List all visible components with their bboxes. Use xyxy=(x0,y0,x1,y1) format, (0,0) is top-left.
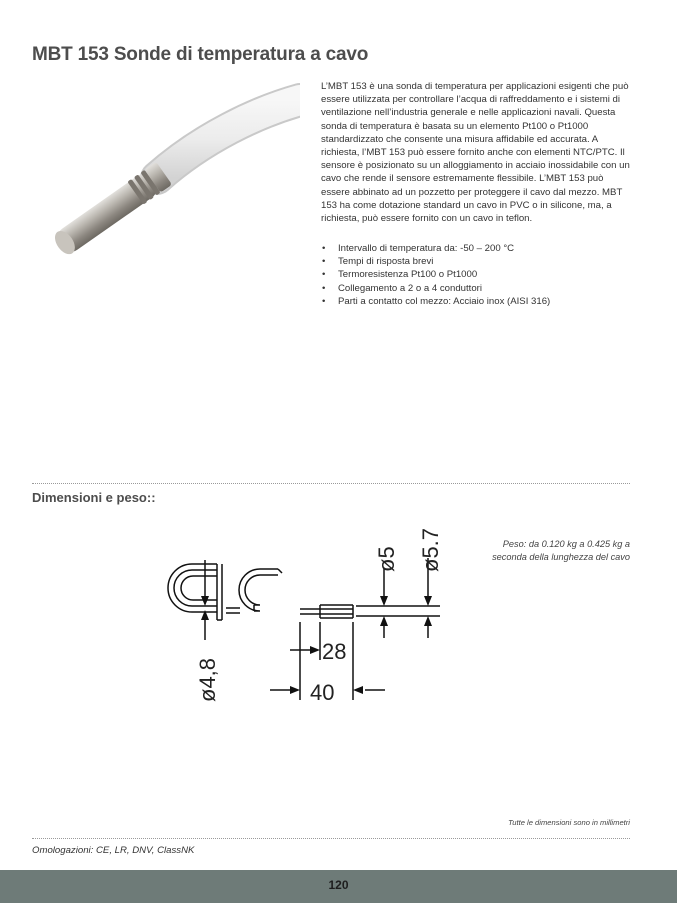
list-item xyxy=(321,255,641,268)
product-photo xyxy=(32,80,300,280)
list-item xyxy=(321,242,641,255)
dimension-len-40: 40 xyxy=(310,680,335,705)
list-item xyxy=(321,268,641,281)
dimension-len-28: 28 xyxy=(322,639,347,664)
technical-drawing xyxy=(160,510,460,710)
feature-list xyxy=(321,242,641,308)
approvals: Omologazioni: CE, LR, DNV, ClassNK xyxy=(32,845,195,856)
feature-text: Collegamento a 2 o a 4 conduttori xyxy=(338,282,482,294)
feature-text: Intervallo di temperatura da: -50 – 200 °C xyxy=(338,243,515,254)
dimensions-note: Tutte le dimensioni sono in millimetri xyxy=(508,818,630,827)
page-title: MBT 153 Sonde di temperatura a cavo xyxy=(32,44,369,65)
bullet: • xyxy=(322,256,326,268)
footer-divider xyxy=(32,838,630,839)
section-divider xyxy=(32,483,630,484)
dimension-dia-5-7: ø5.7 xyxy=(418,527,443,572)
bullet: • xyxy=(322,295,326,307)
list-item xyxy=(321,282,641,295)
list-item xyxy=(321,295,641,308)
feature-text: Parti a contatto col mezzo: Acciaio inox (AISI 316) xyxy=(338,295,551,307)
dimension-dia-4-8: ø4,8 xyxy=(195,657,220,702)
bullet: • xyxy=(322,282,326,294)
dimension-dia-5: ø5 xyxy=(374,546,399,572)
page-number: 120 xyxy=(328,878,349,892)
product-description: L’MBT 153 è una sonda di temperatura per applicazioni esigenti che può essere utilizzata per controllare l’acqua di raffreddamento e i sistemi di ventilazione nell’industria generale e nelle applicazioni navali. Questa sonda di temperatura è basata su un elemento Pt100 o Pt1000 standardizzato che consente una misura affidabile ed accurata. A richiesta, l’MBT 153 può essere fornito anche con elementi NTC/PTC. Il sensore è posizionato su un alloggiamento in acciaio inossidabile con un cavo che rende il sensore estremamente flessibile. L’MBT 153 può essere abbinato ad un pozzetto per proteggere il cavo dal mezzo. MBT 153 ha come dotazione standard un cavo in PVC o in silicone, ma, a richiesta, può essere fornito con un cavo in teflon. xyxy=(321,81,630,225)
weight-note: Peso: da 0.120 kg a 0.425 kg a seconda della lunghezza del cavo xyxy=(492,539,630,562)
bullet: • xyxy=(322,269,326,281)
dimensions-heading: Dimensioni e peso:: xyxy=(32,490,156,505)
feature-text: Tempi di risposta brevi xyxy=(338,256,434,268)
feature-text: Termoresistenza Pt100 o Pt1000 xyxy=(338,269,478,281)
bullet: • xyxy=(322,243,326,254)
